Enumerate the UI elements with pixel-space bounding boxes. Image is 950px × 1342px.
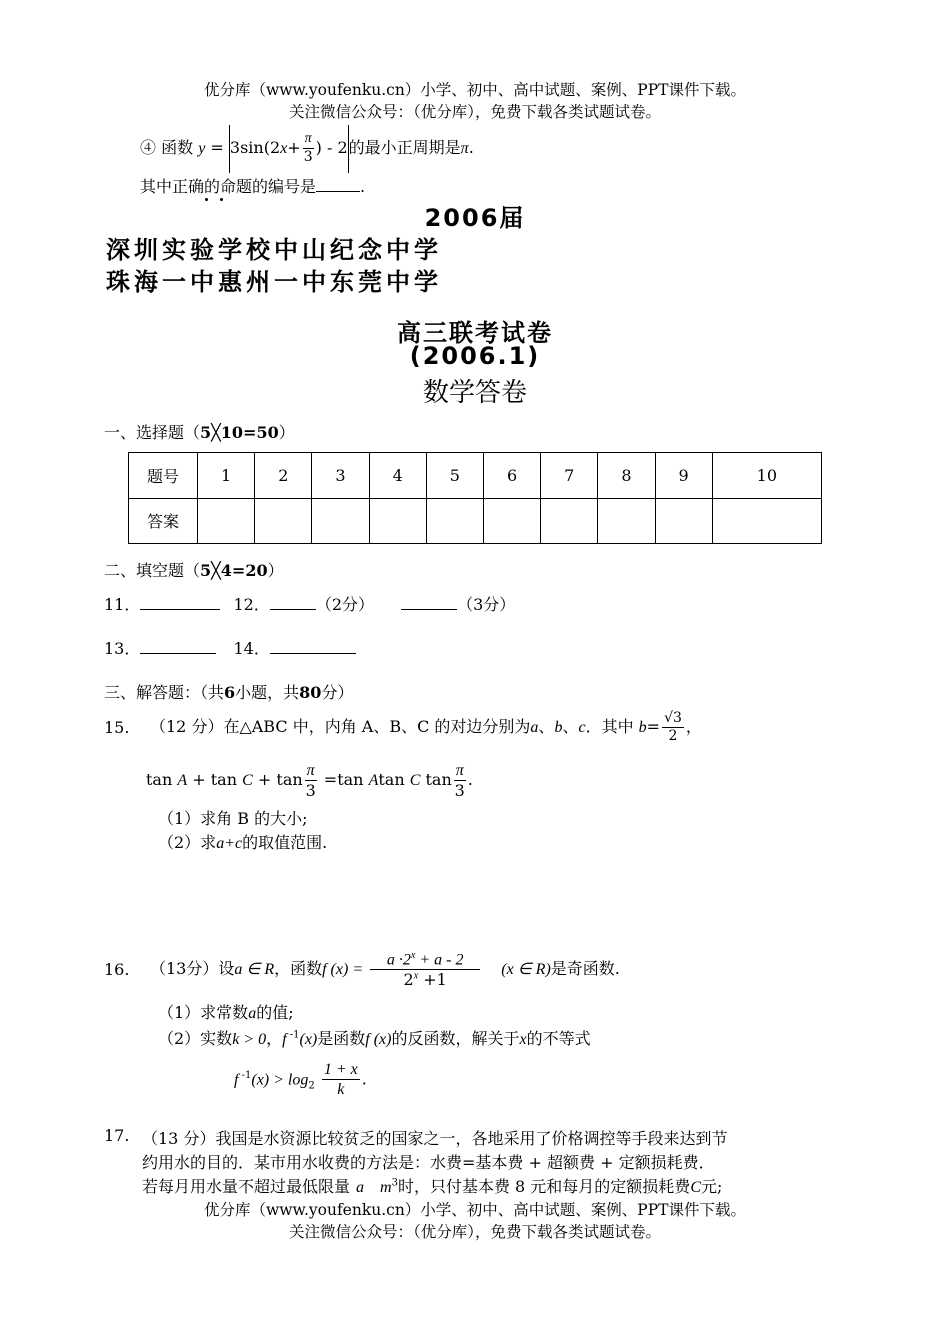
q15-equation: tan A + tan C + tan $\frac{\pi}{3}$ =tan Atan C tan $\frac{\pi}{3}$ . (146, 761, 473, 800)
q16-part-1: （1）求常数a的值; (158, 1003, 294, 1022)
table-row (129, 498, 822, 544)
title-schools-2: 珠海一中惠州一中东莞中学 (106, 268, 442, 296)
log-fraction: $\frac{1 + x}{k}$ (323, 1061, 358, 1099)
section-1-title: 一、选择题（5╳10=50） (104, 423, 295, 442)
answer-table (128, 452, 822, 544)
q15-number: 15. (104, 718, 130, 737)
table-cell: 题号 (129, 453, 198, 499)
answer-cell[interactable] (541, 498, 598, 544)
q17-line-2: 约用水的目的．某市用水收费的方法是：水费=基本费 + 超额费 + 定额损耗费． (142, 1153, 715, 1172)
title-year: 2006届 (424, 204, 526, 232)
table-cell: 1 (198, 453, 255, 499)
answer-cell[interactable] (655, 498, 712, 544)
title-schools-1: 深圳实验学校中山纪念中学 (106, 236, 442, 264)
pi-over-3: $\frac{\pi}{3}$ (303, 131, 313, 165)
q15-stem: （12 分）在△ABC 中，内角 A、B、C 的对边分别为a、b、c．其中 b= $\frac{√3}{2}$ ， (150, 710, 702, 744)
answer-cell[interactable] (426, 498, 483, 544)
table-cell: 7 (541, 453, 598, 499)
fill-blank-12a[interactable] (270, 595, 316, 610)
answer-cell[interactable] (598, 498, 655, 544)
pi-over-3: $\frac{\pi}{3}$ (305, 761, 316, 800)
table-cell: 答案 (129, 498, 198, 544)
table-cell: 6 (483, 453, 540, 499)
fill-blank-12b[interactable] (401, 595, 457, 610)
q15-part-1: （1）求角 B 的大小; (158, 809, 308, 828)
title-date: (2006.1) (409, 342, 541, 370)
table-cell: 9 (655, 453, 712, 499)
title-subject: 数学答卷 (422, 378, 527, 408)
title-exam: 高三联考试卷 (397, 319, 553, 347)
q16-part-2: （2）实数k > 0，f $^{-1}$(x)是函数f (x)的反函数，解关于x的不等式 (158, 1029, 591, 1048)
section-2-title: 二、填空题（5╳4=20） (104, 561, 284, 580)
answer-cell[interactable] (312, 498, 369, 544)
table-cell: 2 (255, 453, 312, 499)
q15-part-2: （2）求a+c的取值范围. (158, 833, 328, 852)
table-cell: 10 (712, 453, 821, 499)
pi-over-3: $\frac{\pi}{3}$ (454, 761, 465, 800)
q17-line-1: （13 分）我国是水资源比较贫乏的国家之一，各地采用了价格调控等手段来达到节 (142, 1129, 728, 1148)
sqrt3-over-2: $\frac{√3}{2}$ (664, 710, 682, 744)
table-row (129, 453, 822, 499)
function-fraction: $\frac{a \cdot 2^x + a - 2}{2^x +1}$ (370, 950, 480, 990)
table-cell: 3 (312, 453, 369, 499)
header-line-1: 优分库（www.youfenku.cn）小学、初中、高中试题、案例、PPT课件下载。 (203, 81, 747, 99)
answer-cell[interactable] (369, 498, 426, 544)
proposition-4: ④ 函数 y = 3sin(2x+ $\frac{\pi}{3}$ ) - 2的最小正周期是π. (140, 124, 474, 172)
fill-blank-13[interactable] (140, 639, 216, 654)
q16-stem: （13分）设a ∈ R，函数f (x) = $\frac{a \cdot 2^x + a - 2}{2^x +1}$ (x ∈ R)是奇函数. (150, 949, 620, 990)
footer-line-2: 关注微信公众号：（优分库），免费下载各类试题试卷。 (288, 1223, 661, 1241)
header-line-2: 关注微信公众号：（优分库），免费下载各类试题试卷。 (288, 103, 661, 121)
section-3-title: 三、解答题：（共6小题，共80分） (104, 683, 354, 702)
fill-row-1: 11． 12． （2分） （3分） (104, 595, 516, 614)
table-cell: 8 (598, 453, 655, 499)
answer-cell[interactable] (198, 498, 255, 544)
q16-inequality: f $^{-1}(x) > \log_2$ $\frac{1 + x}{k}$ . (234, 1061, 367, 1099)
fill-blank-14[interactable] (270, 639, 356, 654)
q17-line-3: 若每月用水量不超过最低限量 a $m^3$时，只付基本费 8 元和每月的定额损耗费C元; (142, 1177, 723, 1196)
footer-line-1: 优分库（www.youfenku.cn）小学、初中、高中试题、案例、PPT课件下载。 (203, 1201, 747, 1219)
fill-blank-11[interactable] (140, 595, 220, 610)
answer-cell[interactable] (712, 498, 821, 544)
fill-row-2: 13． 14． (104, 636, 356, 659)
answer-cell[interactable] (255, 498, 312, 544)
answer-blank (316, 177, 360, 192)
answer-cell[interactable] (483, 498, 540, 544)
table-cell: 5 (426, 453, 483, 499)
proposition-question: 其中正确的命题的编号是 . (140, 177, 366, 196)
table-cell: 4 (369, 453, 426, 499)
q17-number: 17. (104, 1126, 130, 1145)
q16-number: 16. (104, 960, 130, 979)
